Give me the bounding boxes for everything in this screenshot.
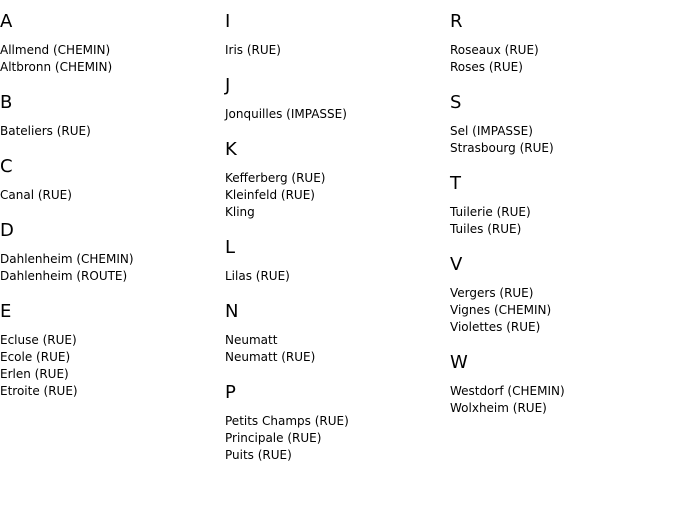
street-item[interactable]: Allmend (CHEMIN) <box>0 43 111 57</box>
street-item[interactable]: Jonquilles (IMPASSE) <box>225 107 347 121</box>
letter-heading: N <box>225 301 239 322</box>
letter-group-d <box>0 219 220 285</box>
street-item[interactable]: Roses (RUE) <box>450 60 523 74</box>
letter-group-l <box>225 236 445 285</box>
letter-group-a <box>0 10 220 76</box>
street-item[interactable]: Kleinfeld (RUE) <box>225 188 315 202</box>
street-item[interactable]: Erlen (RUE) <box>0 367 69 381</box>
street-item[interactable]: Altbronn (CHEMIN) <box>0 60 113 74</box>
letter-group-n <box>225 300 445 366</box>
street-item[interactable]: Neumatt (RUE) <box>225 350 316 364</box>
letter-group-s <box>450 91 670 157</box>
street-item[interactable]: Tuiles (RUE) <box>450 222 522 236</box>
street-item[interactable]: Ecole (RUE) <box>0 350 71 364</box>
letter-heading: C <box>0 156 13 177</box>
letter-heading: D <box>0 220 14 241</box>
letter-heading: L <box>225 237 236 258</box>
street-item[interactable]: Petits Champs (RUE) <box>225 414 349 428</box>
letter-heading: A <box>0 11 13 32</box>
street-item[interactable]: Vignes (CHEMIN) <box>450 303 552 317</box>
letter-heading: K <box>225 139 237 160</box>
letter-heading: S <box>450 92 462 113</box>
letter-heading: P <box>225 382 236 403</box>
letter-heading: W <box>450 352 468 373</box>
street-item[interactable]: Iris (RUE) <box>225 43 281 57</box>
street-item[interactable]: Neumatt <box>225 333 278 347</box>
street-item[interactable]: Roseaux (RUE) <box>450 43 539 57</box>
street-item[interactable]: Kefferberg (RUE) <box>225 171 326 185</box>
street-item[interactable]: Ecluse (RUE) <box>0 333 77 347</box>
street-item[interactable]: Westdorf (CHEMIN) <box>450 384 565 398</box>
street-item[interactable]: Wolxheim (RUE) <box>450 401 547 415</box>
street-index-column-1 <box>0 10 220 415</box>
letter-heading: E <box>0 301 12 322</box>
letter-heading: I <box>225 11 231 32</box>
street-index-column-3 <box>450 10 670 432</box>
street-item[interactable]: Dahlenheim (CHEMIN) <box>0 252 134 266</box>
letter-heading: J <box>225 75 231 96</box>
letter-heading: T <box>450 173 461 194</box>
street-item[interactable]: Puits (RUE) <box>225 448 292 462</box>
street-item[interactable]: Canal (RUE) <box>0 188 72 202</box>
street-index-column-2 <box>225 10 445 479</box>
letter-heading: V <box>450 254 463 275</box>
street-item[interactable]: Strasbourg (RUE) <box>450 141 554 155</box>
street-item[interactable]: Sel (IMPASSE) <box>450 124 533 138</box>
street-item[interactable]: Kling <box>225 205 255 219</box>
letter-group-r <box>450 10 670 76</box>
street-item[interactable]: Tuilerie (RUE) <box>450 205 531 219</box>
letter-heading: B <box>0 92 13 113</box>
street-item[interactable]: Etroite (RUE) <box>0 384 78 398</box>
street-item[interactable]: Bateliers (RUE) <box>0 124 91 138</box>
letter-group-t <box>450 172 670 238</box>
letter-group-v <box>450 253 670 336</box>
street-item[interactable]: Principale (RUE) <box>225 431 322 445</box>
letter-group-k <box>225 138 445 221</box>
letter-group-c <box>0 155 220 204</box>
letter-group-p <box>225 381 445 464</box>
street-item[interactable]: Dahlenheim (ROUTE) <box>0 269 128 283</box>
letter-group-j <box>225 74 445 123</box>
street-item[interactable]: Lilas (RUE) <box>225 269 290 283</box>
letter-group-i <box>225 10 445 59</box>
letter-group-b <box>0 91 220 140</box>
letter-group-e <box>0 300 220 400</box>
letter-group-w <box>450 351 670 417</box>
street-item[interactable]: Violettes (RUE) <box>450 320 541 334</box>
letter-heading: R <box>450 11 463 32</box>
street-item[interactable]: Vergers (RUE) <box>450 286 534 300</box>
